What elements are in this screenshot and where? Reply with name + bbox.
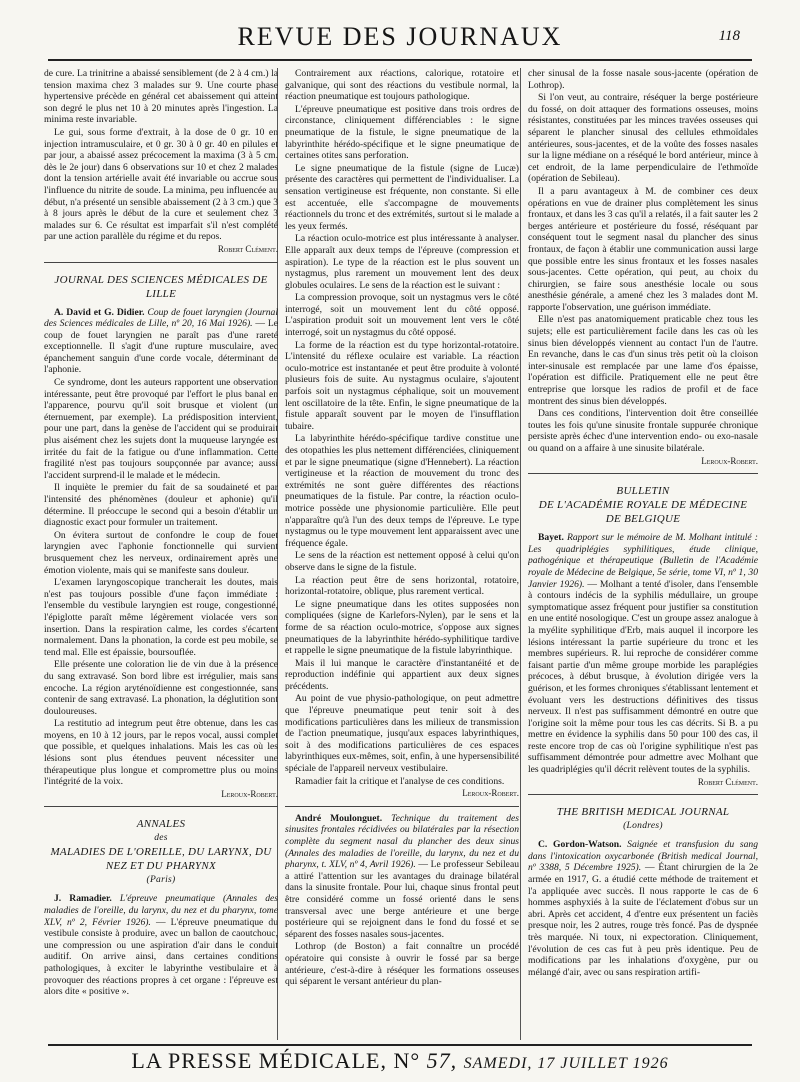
paragraph: L'épreuve pneumatique est positive dans trois ordres de circonstance, cliniquement différenciables : le signe pneumatique de la fistule, le signe pneumatique de la labyrinthite hérédo-spécifique et le signe pneumatique de certaines otites sans perforation.: [285, 103, 519, 162]
section-heading-line: des: [154, 833, 168, 844]
separator: [528, 794, 758, 795]
paragraph: Au point de vue physio-pathologique, on peut admettre que l'épreuve pneumatique peut tenir soit à des modifications particulières dans les milieux de transmission de l'action pneumatique, jusqu'aux espaces labyrinthiques, soit à des modifications particulières de ces espaces labyrinthiques eux-mêmes, soit, enfin, à une hypersensibilité spéciale de l'appareil nerveux vestibulaire.: [285, 693, 519, 775]
paragraph: Si l'on veut, au contraire, réséquer la berge postérieure du fossé, on doit attaquer des formations osseuses, moins résistantes, constituées par les minces travées osseuses qui séparent le plancher sinusal des cellules ethmoïdales antérieures, sous-jacentes, et de la voûte des fosses nasales sur la ligne médiane on a réséqué le bord antérieur, mince à cet endroit, de la lame perpendiculaire de l'ethmoïde (opération de Sebileau).: [528, 92, 758, 185]
article: [528, 532, 758, 775]
paragraph: Mais il lui manque le caractère d'instantanéité et de reproduction indéfinie qui appartient aux deux signes précédents.: [285, 657, 519, 692]
paragraph: Il inquiète le premier du fait de sa soudaineté et par l'intensité des phénomènes (douleur et aphonie) qu'il détermine. Il préoccupe le second qui a besoin d'établir un diagnostic exact pour formuler un traitement.: [44, 482, 278, 529]
journal-name: LA PRESSE MÉDICALE, N°: [131, 1048, 421, 1073]
paragraph: Contrairement aux réactions, calorique, rotatoire et galvanique, qui sont des réactions du vestibule normal, la réaction pneumatique est toujours pathologique.: [285, 68, 519, 103]
paragraph: de cure. La trinitrine a abaissé sensiblement (de 2 à 4 cm.) la tension maxima chez 3 malades sur 9. Une courte phase hypertensive précède en général cet abaissement qui atteint son degré le plus net 10 à 20 minutes après l'ingestion. La minima reste invariable.: [44, 68, 278, 126]
section-heading-line: ANNALES: [136, 818, 186, 831]
section-heading-line: MALADIES DE L'OREILLE, DU LARYNX, DU NEZ ET DU PHARYNX: [50, 846, 272, 873]
paragraph: Ce syndrome, dont les auteurs rapportent une observation intéressante, peut être provoqué par l'effort le plus banal en l'apparence, pourvu qu'il soit brusque et violent (un éternuement, par exemple). La prédisposition intervient, pour une part, dans la genèse de l'accident qui se produirait plus aisément chez les sujets dont la muqueuse laryngée est irritée du fait de la fatigue ou d'une inflammation. Cette fragilité n'est pas toujours soupçonnée par avance; aussi l'accident surprend-il le malade et le médecin.: [44, 377, 278, 481]
section-heading: [44, 817, 278, 887]
paragraph: Le signe pneumatique dans les otites supposées non compliquées (signe de Karlefors-Nylen), par le sens et la forme de sa réaction oculo-motrice, s'oppose aux signes pneumatiques de la labyrinthite hérédo-syphilitique tardive et rappelle le signe pneumatique de la fistule labyrinthique.: [285, 598, 519, 657]
paragraph: Le gui, sous forme d'extrait, à la dose de 0 gr. 10 en injection intramusculaire, et 0 gr. 30 à 0 gr. 40 en pilules et par jour, a abaissé assez précocement la maxima (3 à 5 cm. dès le 2e jour) dans 6 observations sur 10 et chez 2 malades dont la tension artérielle avait été invariable ou accrue sous l'influence du nitrite de soude. La minima, peu influencée au début, n'a présenté un sensible abaissement (2 à 3 cm.) que 3 à 8 jours après le début de la cure et seulement chez 3 malades sur 6. Ce résultat est imparfait s'il n'est complété par une action parallèle du régime et du repos.: [44, 126, 278, 243]
article-reference: (British medical Journal, nº 3388, 5 Décembre 1925).: [528, 850, 758, 874]
paragraph: La compression provoque, soit un nystagmus vers le côté interrogé, soit un mouvement lent du côté opposé. L'aspiration produit soit un mouvement lent vers le côté interrogé, soit un nystagmus du côté opposé.: [285, 292, 519, 339]
page-footer: [48, 1044, 752, 1074]
section-heading-line: THE BRITISH MEDICAL JOURNAL: [556, 806, 730, 819]
article-text: — L'épreuve pneumatique du vestibule consiste à produire, avec un ballon de caoutchouc, une compression ou une aspiration d'air dans le conduit auditif. On arrive ainsi, dans certaines conditions pathologiques, à exciter le labyrinthe vestibulaire et à provoquer des réactions propres à cet organe : l'épreuve est alors dite « positive ».: [44, 916, 278, 998]
section-heading-line: BULLETIN: [616, 485, 670, 498]
article: [44, 307, 278, 377]
header-rule: [48, 59, 752, 61]
paragraph: Ramadier fait la critique et l'analyse de ces conditions.: [295, 775, 505, 787]
column-right: [528, 68, 758, 1040]
issue-date: SAMEDI, 17 JUILLET 1926: [463, 1055, 669, 1072]
article-title: Technique du traitement des sinusites frontales récidivées ou bilatérales par la résection complète du segment nasal du plancher des deux sinus: [285, 812, 519, 847]
article-title: Saignée et transfusion du sang dans l'intoxication oxycarbonée: [528, 839, 758, 862]
running-title: REVUE DES JOURNAUX: [237, 22, 563, 51]
section-heading: [528, 805, 758, 833]
article-reference: (Annales des maladies de l'oreille, du larynx, du nez et du pharynx, tome XLV, nº 2, Février 1926).: [44, 893, 278, 928]
article-reference: (Bulletin de l'Académie royale de Médecine de Belgique, 5e série, tome VI, nº 1, 30 Janvier 1926).: [528, 555, 758, 590]
article-title: Coup de fouet laryngien: [147, 306, 243, 318]
paragraph: La forme de la réaction est du type horizontal-rotatoire. L'intensité du réflexe oculaire est variable. La réaction oculo-motrice est instantanée et peut être produite à volonté plusieurs fois de suite. Au nystagmus oculaire, s'ajoutent parfois soit un nystagmus céphalique, soit un mouvement lent oscillatoire de la tête. Enfin, le signe pneumatique de la fistule apparaît souvent par le moyen de l'insufflation tubaire.: [285, 339, 519, 432]
separator: [44, 262, 278, 263]
signature: Leroux-Robert.: [462, 788, 519, 799]
article-authors: André Moulonguet.: [295, 812, 383, 824]
section-heading: [528, 484, 758, 526]
column-middle: [285, 68, 519, 1040]
article-reference: (Annales des maladies de l'oreille, du larynx, du nez et du pharynx, t. XLV, nº 4, Avril 1926).: [285, 847, 519, 871]
article-text: — Molhant a tenté d'isoler, dans l'ensemble à contours indécis de la syphilis médullaire, un groupe symptomatique assez fréquent pour justifier sa constitution en une entité nosologique. C'est un groupe assez analogue à la myélite syphilitique d'Erb, mais auquel il incorpore les lésions intéressant la partie supérieure du tronc et les membres supérieurs. R. lui reproche de considérer comme faisant partie d'un même groupe morbide les paraplégies précoces, à début brusque, à évolution dirigée vers la guérison, et les formes chroniques s'établissant lentement et évoluant vers les destructions définitives des tissus nerveux. Il n'est pas suffisamment démontré en outre que l'origine soit la même pour tous les cas décrits. Si B. a pu mettre en évidence la syphilis dans 50 pour 100 des cas, il reste encore trop de cas où l'origine syphilitique n'est pas suffisamment démontrée pour admettre avec Molhant que les quadriplégies qu'il décrit relèvent toutes de la syphilis.: [528, 578, 758, 776]
article-text: — Étant chirurgien de la 2e armée en 1917, G. a étudié cette méthode de traitement et l'a appliquée avec succès. Il nous rapporte le cas de 6 hommes asphyxiés à la suite de l'éclatement d'obus sur un abri. Après cet accident, 4 d'entre eux présentent un faciès presque noir, les 2 autres, rouge très foncé. Pas de dyspnée très marquée. Ni toux, ni expectoration. Cliniquement, l'évolution de ces cas fut à peu près identique. Peu de modifications par les inhalations d'oxygène, pur ou mélangé d'air, avec ou sans respiration artifi-: [528, 862, 758, 978]
article-authors: C. Gordon-Watson.: [538, 839, 622, 851]
section-heading-line: DE BELGIQUE: [605, 513, 681, 526]
signature: Leroux-Robert.: [701, 455, 758, 466]
paragraph: On évitera surtout de confondre le coup de fouet laryngien avec l'aphonie fonctionnelle qui survient brusquement chez les nerveux, ordinairement après une émotion violente, mais qui se manifeste sans douleur.: [44, 529, 278, 576]
page-number: 118: [718, 28, 740, 44]
page-header: [48, 20, 752, 60]
section-heading-line: (Londres): [623, 821, 663, 832]
column-left: [44, 68, 278, 1040]
article-authors: A. David et G. Didier.: [54, 306, 145, 318]
paragraph: Il a paru avantageux à M. de combiner ces deux opérations en vue de drainer plus complètement les sinus frontaux, et dans les 3 cas qu'il a relatés, il a fait sauter les 2 berges antérieure et postérieure du fossé, réséquant par conséquent tout le segment nasal du plancher des sinus frontaux, de façon à établir une communication aussi large que possible entre les sinus frontaux et les fosses nasales sous-jacentes. Cette opération, qui peut, au choix du chirurgien, se faire sous anesthésie locale ou sous anesthésie générale, a amené chez les 3 malades dont M. rapporte l'observation, une guérison immédiate.: [528, 185, 758, 313]
article: [528, 839, 758, 978]
paragraph: cher sinusal de la fosse nasale sous-jacente (opération de Lothrop).: [528, 68, 758, 91]
column-divider: [520, 68, 521, 1040]
paragraph: Elle présente une coloration lie de vin due à la présence du sang extravasé. Son bord libre est irrégulier, mais sans encoche. La région aryténoïdienne est congestionnée, sans contenir de sang extravasé. La phonation, la déglutition sont douloureuses.: [44, 659, 278, 717]
paragraph: Lothrop (de Boston) a fait connaître un procédé opératoire qui consiste à ouvrir le fossé par sa berge antérieure, c'est-à-dire à réséquer les formations osseuses qui séparent le versant antérieur du plan-: [285, 941, 519, 988]
signature: Leroux-Robert.: [221, 788, 278, 799]
paragraph: La restitutio ad integrum peut être obtenue, dans les cas moyens, en 10 à 12 jours, par le repos vocal, aussi complet que possible, et quelques inhalations. Mais les cas où les lésions sont plus étendues peuvent nécessiter une thérapeutique plus longue et compromettre plus ou moins l'intégrité de la voix.: [44, 718, 278, 788]
separator: [44, 806, 278, 807]
separator: [528, 473, 758, 474]
paragraph: La labyrinthite hérédo-spécifique tardive constitue une des otopathies les plus nettement différenciées, cliniquement et par le signe pneumatique (signe d'Hennebert). La réaction vertigineuse et la réaction de mouvement du tronc des extrémités ne sont guère différentes des réactions pneumatiques de la fistule. Par contre, la réaction oculo-motrice possède une physionomie particulière. Elle peut n'apparaître qu'à l'un des deux temps de l'épreuve. Le type nystagmus ou le type mouvement lent apparaissent avec une fréquence égale.: [285, 433, 519, 549]
paragraph: Elle n'est pas anatomiquement praticable chez tous les sujets; elle est particulièrement facile dans les cas où les sinus bien développés viennent au contact l'un de l'autre. En revanche, dans le cas d'un sinus très petit où la cloison inter-sinusale est remplacée par une lame d'os épaisse, l'opération est difficile. Pratiquement elle ne peut être entreprise que lorsque les radios de profil et de face montrent des sinus bien développés.: [528, 314, 758, 407]
issue-number: 57,: [426, 1048, 458, 1073]
article-title: L'épreuve pneumatique: [119, 893, 215, 905]
article-reference: (Journal des Sciences médicales de Lille, nº 20, 16 Mai 1926).: [44, 306, 278, 330]
article-authors: J. Ramadier.: [54, 893, 112, 905]
article-text: — Le coup de fouet laryngien ne paraît pas d'une rareté exceptionnelle. Il s'agit d'une rupture musculaire, avec épanchement sanguin d'une corde vocale, déterminant de l'aphonie.: [44, 318, 278, 376]
signature: Robert Clément.: [217, 243, 278, 254]
section-heading-line: DE L'ACADÉMIE ROYALE DE MÉDECINE: [538, 499, 748, 512]
signature: Robert Clément.: [697, 776, 758, 787]
paragraph: La réaction peut être de sens horizontal, rotatoire, horizontal-rotatoire, oblique, plus rarement vertical.: [285, 574, 519, 598]
paragraph: Dans ces conditions, l'intervention doit être conseillée toutes les fois qu'une sinusite frontale suppurée chronique persiste après échec d'une intervention endo- ou exo-nasale ou quand on a affaire à une sinusite bilatérale.: [528, 408, 758, 454]
section-heading-line: (Paris): [146, 875, 176, 886]
article: [44, 893, 278, 997]
footer-title: [48, 1046, 752, 1079]
paragraph: L'examen laryngoscopique trancherait les doutes, mais n'est pas toujours possible d'une façon immédiate : l'ensemble du vestibule laryngien est rouge, congestionné, l'épiglotte paraît même légèrement violacée vers son insertion. Dans la respiration calme, les cordes s'écartent normalement. Dans la phonation, la corde est peu mobile, se tend mal. Elle est épaissie, boursouflée.: [44, 577, 278, 658]
article-title: Rapport sur le mémoire de M. Molhant intitulé : Les quadriplégies syphilitiques, étude clinique, pathogénique et thérapeutique: [528, 532, 758, 567]
paragraph: Le signe pneumatique de la fistule (signe de Lucæ) présente des caractères qui permettent de l'individualiser. La sensation vertigineuse est fréquente, non constante. Si elle est accentuée, elle s'accompagne de mouvements réactionnels du tronc et des extrémités, surtout si le malade a les yeux fermés.: [285, 162, 519, 232]
paragraph: Le sens de la réaction est nettement opposé à celui qu'on observe dans le signe de la fistule.: [285, 550, 519, 573]
section-heading: JOURNAL DES SCIENCES MÉDICALES DE LILLE: [54, 273, 268, 300]
article-text: — Le professeur Sebileau a attiré l'attention sur les avantages du drainage bilatéral dans la sinusite frontale. Pour lui, chaque sinus frontal peut être considéré comme un fossé orienté dans le sens transversal avec une berge antérieure et une berge postérieure qui se rejoignent dans le fond du fossé et se séparent des fosses nasales sous-jacentes.: [285, 859, 519, 940]
separator: [285, 806, 519, 807]
article-authors: Bayet.: [538, 532, 564, 544]
paragraph: La réaction oculo-motrice est plus intéressante à analyser. Elle apparaît aux deux temps de l'épreuve (compression et aspiration). Le type de la réaction est le plus souvent un nystagmus, plus rarement un mouvement lent des deux globules oculaires. Le sens de la réaction est le suivant :: [285, 233, 519, 291]
article: [285, 813, 519, 941]
